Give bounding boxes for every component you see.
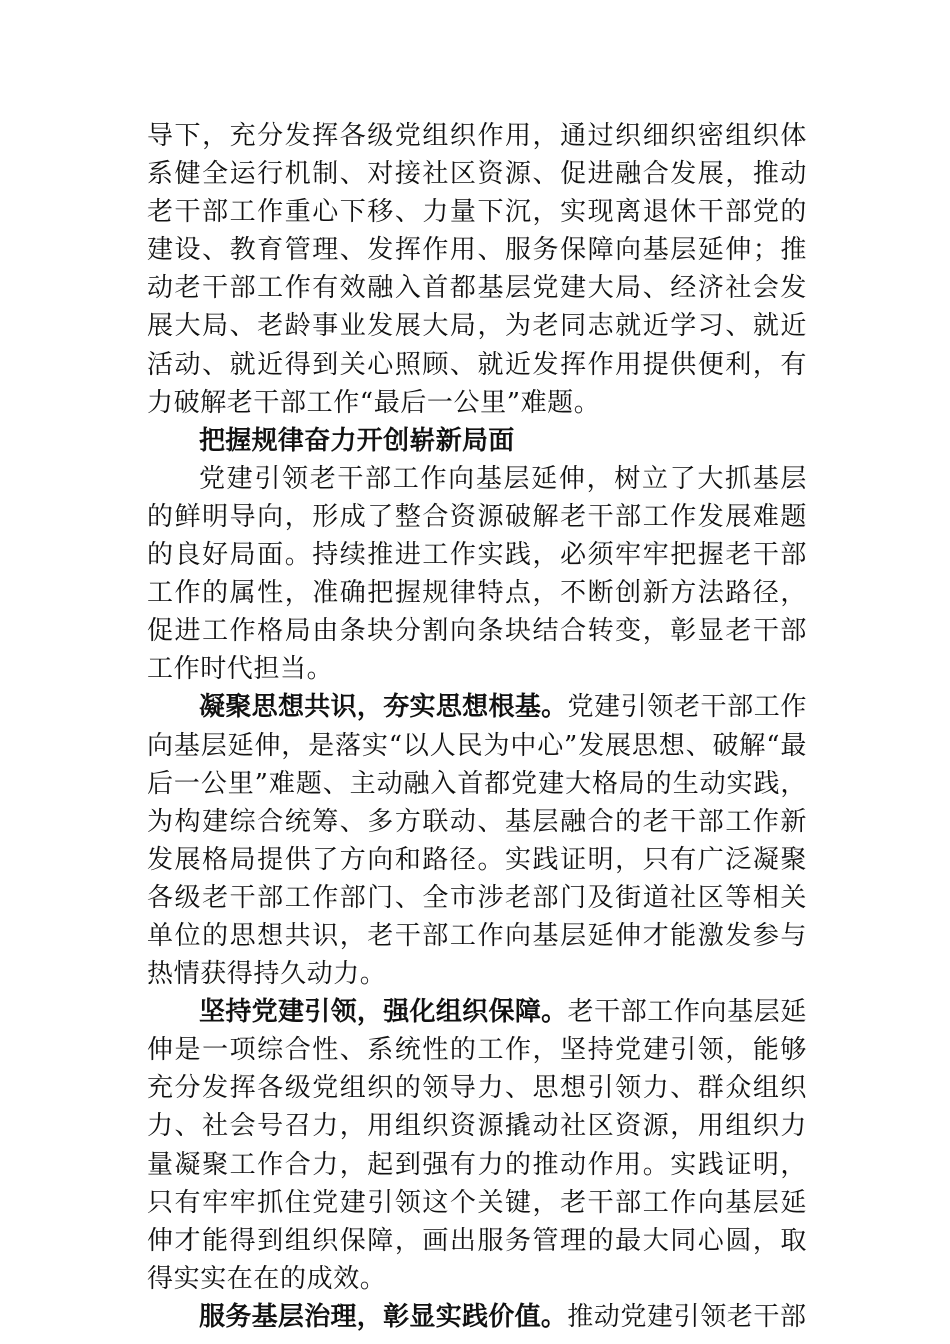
paragraph-text: 党建引领老干部工作向基层延伸，树立了大抓基层的鲜明导向，形成了整合资源破解老干部工作发展难题的良好局面。持续推进工作实践，必须牢牢把握老干部工作的属性，准确把握规律特点，不断创新方法路径，促进工作格局由条块分割向条块结合转变，彰显老干部工作时代担当。 (147, 463, 807, 685)
paragraph-text: 导下，充分发挥各级党组织作用，通过织细织密组织体系健全运行机制、对接社区资源、促进融合发展，推动老干部工作重心下移、力量下沉，实现离退休干部党的建设、教育管理、发挥作用、服务保障向基层延伸；推动老干部工作有效融入首都基层党建大局、经济社会发展大局、老龄事业发展大局，为老同志就近学习、就近活动、就近得到关心照顾、就近发挥作用提供便利，有力破解老干部工作“最后一公里”难题。 (147, 121, 807, 418)
lead-paragraph-party-building (147, 993, 807, 1298)
lead-sentence: 凝聚思想共识，夯实思想根基。 (199, 692, 568, 723)
document-body (147, 117, 807, 1336)
lead-sentence: 坚持党建引领，强化组织保障。 (199, 997, 568, 1028)
lead-sentence: 服务基层治理，彰显实践价值。 (199, 1301, 568, 1332)
paragraph-text: 老干部工作向基层延伸是一项综合性、系统性的工作，坚持党建引领，能够充分发挥各级党组织的领导力、思想引领力、群众组织力、社会号召力，用组织资源撬动社区资源，用组织力量凝聚工作合力，起到强有力的推动作用。实践证明，只有牢牢抓住党建引领这个关键，老干部工作向基层延伸才能得到组织保障，画出服务管理的最大同心圆，取得实实在在的成效。 (147, 997, 807, 1294)
section-heading (147, 422, 807, 460)
continuation-paragraph (147, 117, 807, 422)
paragraph-text: 推动党建引领老干部 (567, 1301, 807, 1332)
heading-text: 把握规律奋力开创崭新局面 (199, 425, 515, 456)
lead-paragraph-consensus (147, 688, 807, 993)
paragraph-text: 党建引领老干部工作向基层延伸，是落实“以人民为中心”发展思想、破解“最后一公里”难题、主动融入首都党建大格局的生动实践，为构建综合统筹、多方联动、基层融合的老干部工作新发展格局提供了方向和路径。实践证明，只有广泛凝聚各级老干部工作部门、全市涉老部门及街道社区等相关单位的思想共识，老干部工作向基层延伸才能激发参与热情获得持久动力。 (147, 692, 807, 990)
body-paragraph (147, 460, 807, 689)
lead-paragraph-governance (147, 1298, 807, 1336)
